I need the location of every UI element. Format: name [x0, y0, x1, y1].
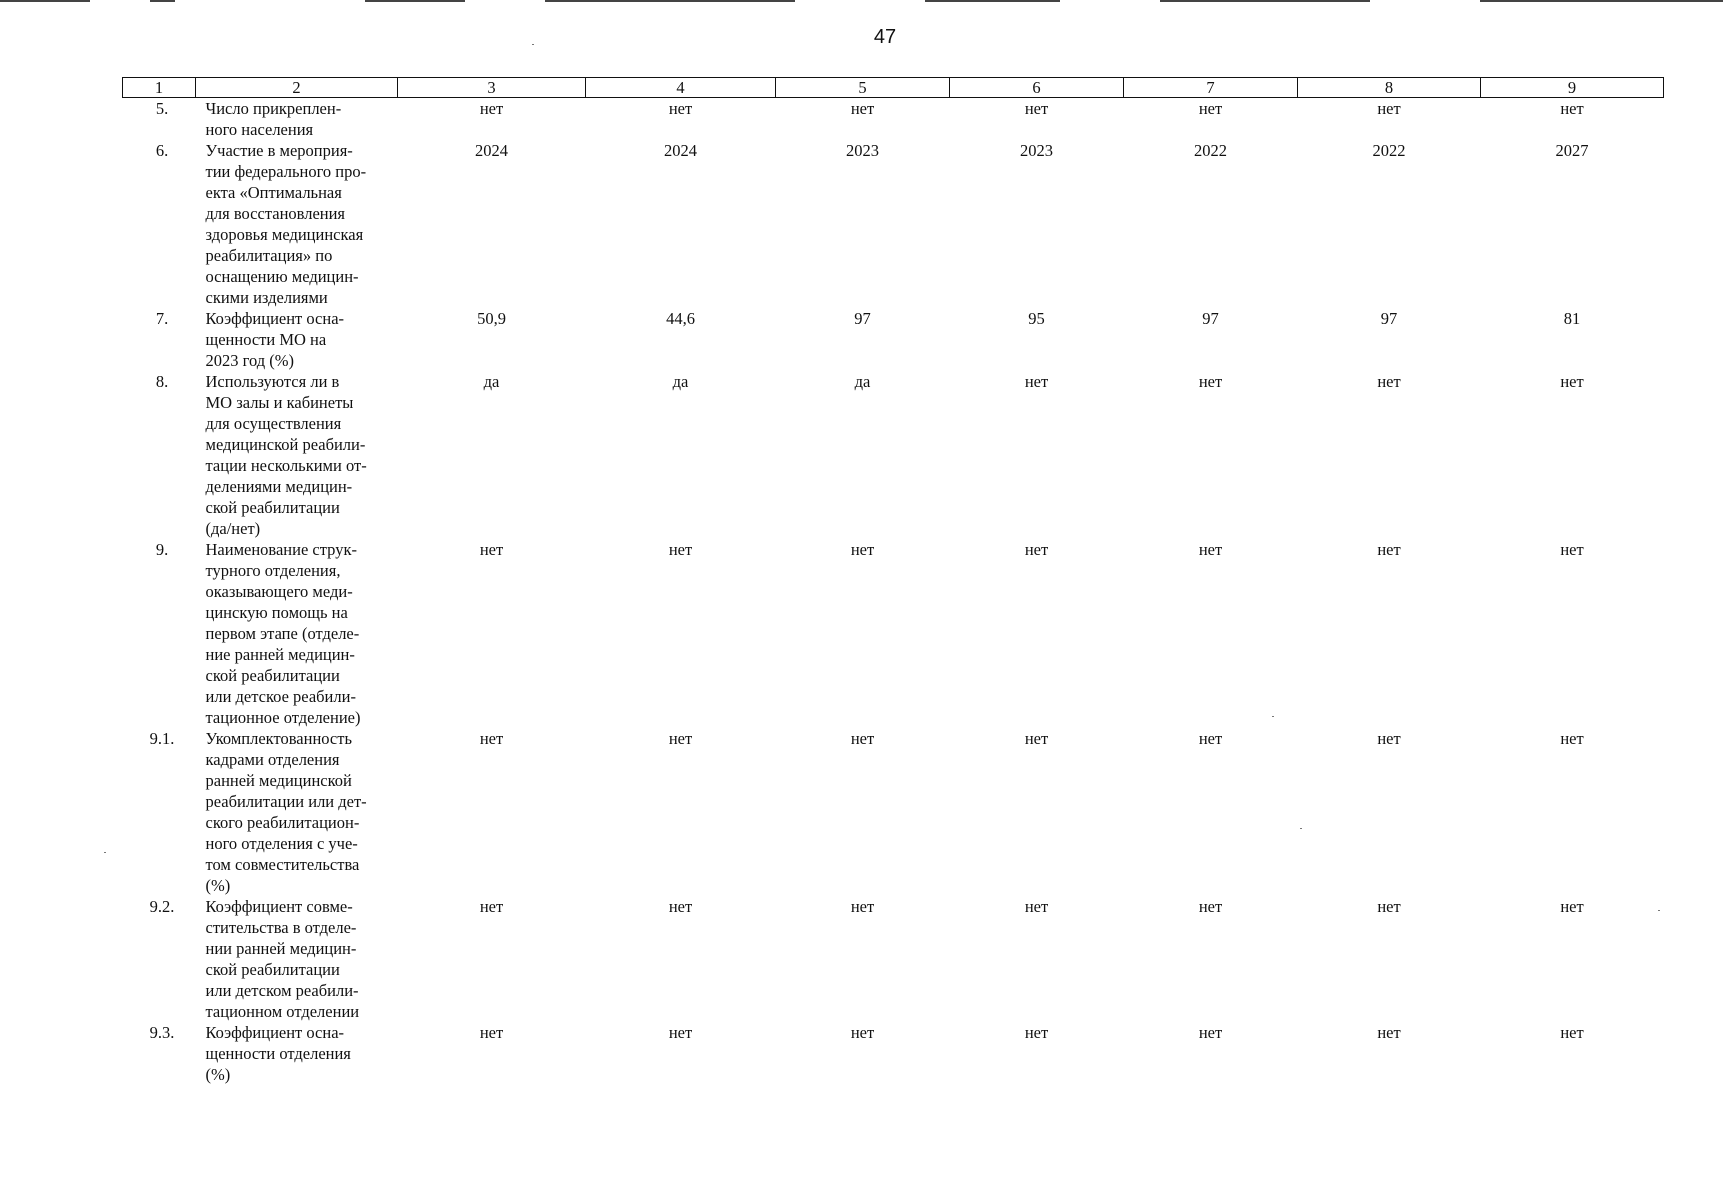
column-number-header: 3 [398, 78, 586, 98]
row-number: 9.1. [149, 729, 175, 748]
column-number-header: 8 [1298, 78, 1481, 98]
table-cell: 97 [1202, 309, 1219, 328]
table-cell: 95 [1028, 309, 1045, 328]
table-cell: нет [1377, 99, 1401, 118]
table-cell: нет [1198, 540, 1223, 559]
table-cell: 81 [1563, 309, 1581, 328]
table-cell: 2023 [1020, 141, 1053, 160]
scan-edge-line [1160, 0, 1370, 2]
table-cell: нет [479, 1023, 504, 1042]
table-cell: нет [479, 729, 504, 748]
table-cell: нет [1560, 1023, 1584, 1042]
column-number-header: 7 [1124, 78, 1298, 98]
row-number: 9.2. [149, 897, 175, 916]
table-cell: нет [1560, 897, 1584, 916]
scan-edge-line [925, 0, 1060, 2]
table-cell: нет [1198, 372, 1223, 391]
row-number: 9. [155, 540, 169, 559]
table-cell: нет [1560, 540, 1584, 559]
table-cell: нет [668, 99, 693, 118]
table-cell: 97 [1380, 309, 1398, 328]
scan-edge-line [1480, 0, 1723, 2]
row-number: 6. [155, 141, 169, 160]
table-cell: да [483, 372, 500, 391]
table-cell: нет [1024, 729, 1049, 748]
table-cell: нет [1198, 99, 1223, 118]
table-cell: нет [1377, 372, 1401, 391]
table-cell: нет [1198, 729, 1223, 748]
table-cell: 2027 [1555, 141, 1589, 160]
table-cell: нет [1377, 729, 1401, 748]
table-row [123, 98, 1664, 141]
table-cell: да [672, 372, 689, 391]
table-row [123, 140, 1664, 308]
column-number-header: 4 [586, 78, 776, 98]
scan-edge-line [150, 0, 175, 2]
table-cell: нет [1377, 897, 1401, 916]
table-cell: 2024 [475, 141, 508, 160]
table-cell: нет [1560, 372, 1584, 391]
table-cell: нет [668, 540, 693, 559]
row-number: 7. [155, 309, 169, 328]
table-row [123, 896, 1664, 1022]
table-cell: нет [1560, 99, 1584, 118]
row-label: Укомплектованность кадрами отделения ранней медицинской реабилитации или дет- ского реабилитацион- ного отделения с уче- том совместительства (%) [205, 729, 367, 895]
row-label: Коэффициент совме- стительства в отделе- нии ранней медицин- ской реабилитации или детском реабили- тационном отделении [205, 897, 360, 1021]
table-cell: 50,9 [477, 309, 506, 328]
table-cell: нет [479, 897, 504, 916]
row-number: 8. [155, 372, 169, 391]
table-cell: нет [850, 99, 875, 118]
row-number: 9.3. [149, 1023, 175, 1042]
row-label: Участие в мероприя- тии федерального про- екта «Оптимальная для восстановления здоровья медицинская реабилитация» по оснащению медицин- скими изделиями [205, 141, 367, 307]
table-body [123, 98, 1664, 1086]
scan-edge-line [365, 0, 465, 2]
table-cell: нет [1377, 540, 1401, 559]
table-cell: 97 [854, 309, 871, 328]
page-number: 47 [873, 26, 897, 48]
table-cell: нет [1560, 729, 1584, 748]
table-cell: 2022 [1194, 141, 1227, 160]
table-cell: нет [479, 540, 504, 559]
table-cell: да [854, 372, 871, 391]
row-label: Число прикреплен- ного населения [205, 99, 342, 139]
table-cell: нет [850, 540, 875, 559]
table-cell: нет [668, 1023, 693, 1042]
data-table [122, 77, 1664, 1085]
table-row [123, 371, 1664, 539]
table-cell: нет [850, 1023, 875, 1042]
column-number-header: 1 [123, 78, 196, 98]
table-cell: нет [850, 729, 875, 748]
scan-speck [104, 852, 106, 853]
table-cell: нет [1024, 99, 1049, 118]
table-cell: нет [1198, 1023, 1223, 1042]
table-row [123, 308, 1664, 371]
table-cell: нет [668, 897, 693, 916]
table-cell: нет [668, 729, 693, 748]
column-number-header: 2 [196, 78, 398, 98]
table-cell: нет [479, 99, 504, 118]
table-cell: нет [1024, 1023, 1049, 1042]
table-cell: нет [1198, 897, 1223, 916]
table-cell: нет [1377, 1023, 1401, 1042]
column-number-row [123, 78, 1664, 98]
table-cell: 2024 [664, 141, 697, 160]
scan-edge-line [545, 0, 795, 2]
table-cell: 2022 [1372, 141, 1406, 160]
table-row [123, 1022, 1664, 1085]
row-label: Используются ли в МО залы и кабинеты для осуществления медицинской реабили- тации несколькими от- делениями медицин- ской реабилитации (да/нет) [205, 372, 367, 538]
scan-edge-line [0, 0, 90, 2]
row-number: 5. [155, 99, 169, 118]
table-cell: нет [850, 897, 875, 916]
table-cell: нет [1024, 372, 1049, 391]
table-cell: нет [1024, 897, 1049, 916]
row-label: Наименование струк- турного отделения, оказывающего меди- цинскую помощь на первом этапе (отделе- ние ранней медицин- ской реабилитации или детское реабили- тационное отделение) [205, 540, 361, 727]
table-cell: 44,6 [666, 309, 695, 328]
table-cell: нет [1024, 540, 1049, 559]
row-label: Коэффициент осна- щенности МО на 2023 год (%) [205, 309, 345, 370]
column-number-header: 9 [1481, 78, 1664, 98]
row-label: Коэффициент осна- щенности отделения (%) [205, 1023, 351, 1084]
column-number-header: 5 [776, 78, 950, 98]
table-row [123, 539, 1664, 728]
table-cell: 2023 [846, 141, 879, 160]
column-number-header: 6 [950, 78, 1124, 98]
table-row [123, 728, 1664, 896]
